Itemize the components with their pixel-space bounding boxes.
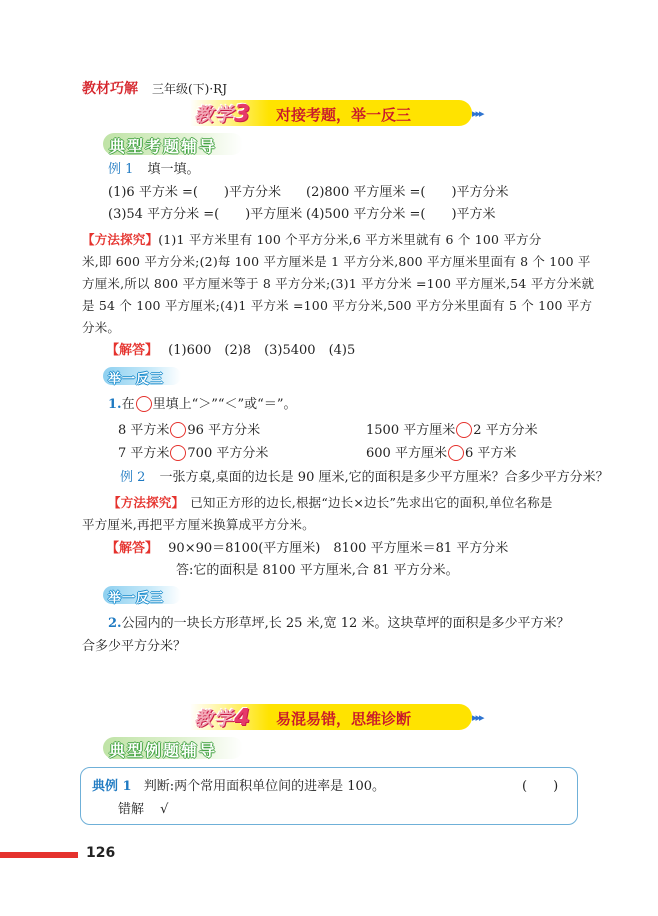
practice-number: 1. — [108, 397, 122, 412]
method-text: 已知正方形的边长,根据“边长×边长”先求出它的面积,单位名称是 — [190, 495, 553, 510]
answer-label: 【解答】 — [106, 343, 159, 358]
section-badge — [194, 704, 251, 731]
compare-circle-icon[interactable] — [448, 445, 464, 461]
practice-tag-2 — [103, 586, 181, 604]
practice-2-line-1 — [108, 616, 569, 632]
badge-prefix: 教学 — [194, 708, 235, 730]
method-line-3: 方厘米,所以 800 平方厘米等于 8 平方分米;(3)1 平方分米 =100 平方厘米,54 平方分米就 — [82, 276, 595, 291]
wrong-label: 错解 — [118, 802, 145, 817]
compare-right: 6 平方米 — [464, 446, 517, 461]
compare-circle-icon[interactable] — [170, 445, 186, 461]
answer-2 — [106, 541, 508, 557]
tag-label: 举一反三 — [108, 372, 165, 387]
wrong-solution — [118, 802, 168, 818]
answer-label: 【解答】 — [106, 541, 159, 556]
badge-number: 4 — [234, 705, 252, 731]
answer-bracket: ( ) — [522, 779, 559, 794]
example-label: 例 2 — [120, 470, 146, 485]
practice-number: 2. — [108, 616, 122, 631]
compare-item-4 — [366, 445, 516, 462]
compare-item-3 — [118, 445, 268, 462]
example-instruction: 填一填。 — [147, 162, 200, 177]
prompt-post: 里填上“＞”“＜”或“＝”。 — [152, 397, 297, 412]
practice-1-prompt — [108, 396, 296, 413]
typical-example-tag — [103, 737, 243, 759]
compare-left: 600 平方厘米 — [366, 446, 447, 461]
badge-number: 3 — [234, 101, 252, 127]
section-badge — [194, 100, 251, 127]
question-2: (2)800 平方厘米 =( )平方分米 — [306, 185, 509, 200]
method-label: 【方法探究】 — [82, 232, 159, 247]
method-2-line-1 — [108, 495, 553, 511]
method-line-5: 分米。 — [82, 320, 121, 335]
method-label: 【方法探究】 — [108, 495, 185, 510]
compare-circle-icon — [136, 396, 152, 412]
question-4: (4)500 平方分米 =( )平方米 — [306, 207, 496, 222]
practice-text: 公园内的一块长方形草坪,长 25 米,宽 12 米。这块草坪的面积是多少平方米？ — [121, 616, 570, 631]
answer-text: (1)600 (2)8 (3)5400 (4)5 — [168, 343, 356, 358]
method-line-1 — [82, 232, 541, 248]
section-3-banner — [190, 100, 490, 126]
grade-label: 三年级(下)·RJ — [152, 82, 228, 96]
answer-text: 90×90＝8100(平方厘米) 8100 平方厘米＝81 平方分米 — [168, 541, 509, 556]
tag-label: 典型例题辅导 — [109, 741, 218, 760]
arrows-icon: ▸▸▸ — [472, 107, 483, 120]
footer-red-bar — [0, 852, 78, 858]
example-question: 一张方桌,桌面的边长是 90 厘米,它的面积是多少平方厘米？合多少平方分米？ — [159, 470, 609, 485]
compare-left: 8 平方米 — [118, 423, 170, 438]
compare-right: 96 平方分米 — [187, 423, 261, 438]
example-question: 判断:两个常用面积单位间的进率是 100。 — [143, 779, 386, 794]
compare-item-1 — [118, 422, 260, 439]
compare-right: 2 平方分米 — [473, 423, 538, 438]
tag-label: 举一反三 — [108, 591, 165, 606]
section-4-banner — [190, 704, 490, 730]
method-text: (1)1 平方米里有 100 个平方分米,6 平方米里就有 6 个 100 平方分 — [158, 232, 542, 247]
question-1: (1)6 平方米 =( )平方分米 — [108, 185, 281, 200]
compare-item-2 — [366, 422, 538, 439]
badge-prefix: 教学 — [194, 104, 235, 126]
example-label: 典例 1 — [92, 779, 132, 794]
compare-circle-icon[interactable] — [456, 422, 472, 438]
question-3: (3)54 平方分米 =( )平方厘米 — [108, 207, 303, 222]
practice-2-line-2: 合多少平方分米？ — [82, 639, 187, 654]
example-label: 例 1 — [108, 162, 134, 177]
example-2-question — [120, 470, 609, 486]
compare-left: 1500 平方厘米 — [366, 423, 456, 438]
practice-tag-1 — [103, 367, 181, 385]
method-line-4: 是 54 个 100 平方厘米;(4)1 平方米 =100 平方分米,500 平方分米里面有 5 个 100 平方 — [82, 298, 593, 313]
prompt-pre: 在 — [121, 397, 135, 412]
compare-circle-icon[interactable] — [170, 422, 186, 438]
example-1-heading — [108, 162, 200, 178]
typical-exam-tag — [103, 133, 243, 155]
method-line-2: 米,即 600 平方分米;(2)每 100 平方厘米是 1 平方分米,800 平方厘米里面有 8 个 100 平 — [82, 254, 591, 269]
check-mark-icon: √ — [160, 802, 169, 817]
book-brand: 教材巧解 — [82, 81, 138, 97]
typical-example-question — [92, 779, 385, 795]
answer-2-conclusion: 答:它的面积是 8100 平方厘米,合 81 平方分米。 — [176, 563, 459, 578]
compare-right: 700 平方分米 — [187, 446, 269, 461]
method-2-line-2: 平方厘米,再把平方厘米换算成平方分米。 — [82, 517, 315, 532]
tag-label: 典型考题辅导 — [109, 137, 218, 156]
section-title: 对接考题，举一反三 — [276, 106, 412, 124]
compare-left: 7 平方米 — [118, 446, 170, 461]
arrows-icon: ▸▸▸ — [472, 711, 483, 724]
page-number: 126 — [86, 845, 116, 861]
answer-1 — [106, 343, 355, 359]
section-title: 易混易错，思维诊断 — [276, 710, 412, 728]
